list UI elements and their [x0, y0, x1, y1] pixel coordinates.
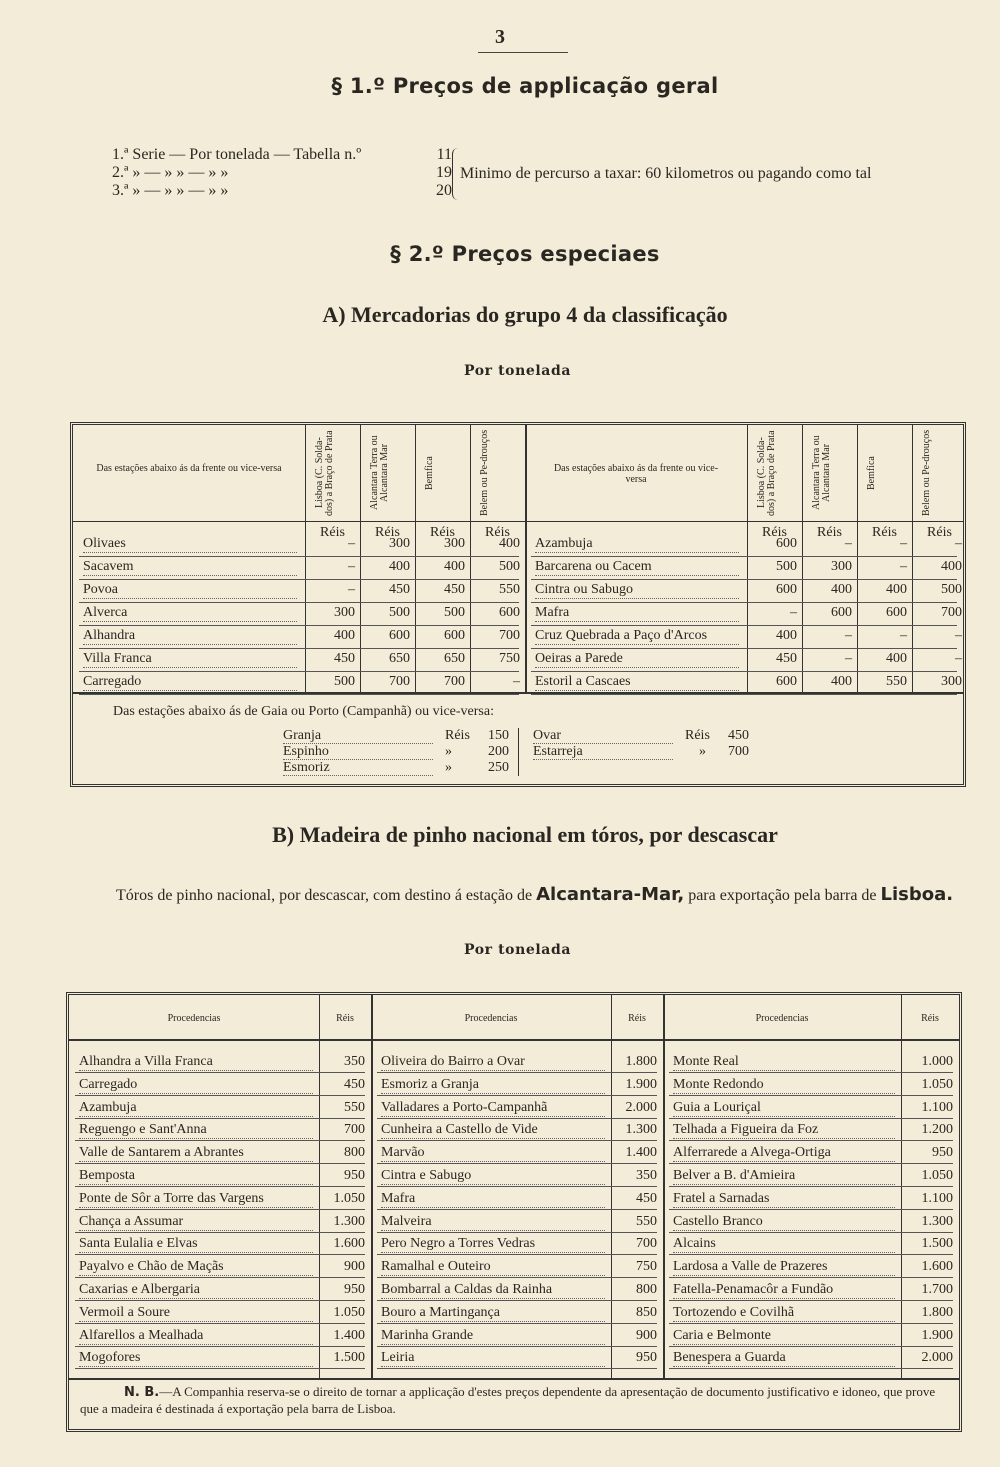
tableA-header-stations-left: Das estações abaixo ás da frente ou vice-versa [96, 463, 282, 474]
tableA-col-bemfica: Bemfica [424, 456, 435, 490]
tableA-row-rule [531, 556, 957, 557]
tableA-unit-label: Réis [872, 525, 897, 540]
tableB-row-rule [377, 1277, 657, 1278]
tableA-price-cell: 550 [499, 582, 520, 597]
tableB-price-cell: 1.300 [921, 1213, 953, 1229]
tableB-row-rule [669, 1323, 953, 1324]
tableA-row-rule [79, 648, 519, 649]
tableA-price-cell: 750 [499, 651, 520, 666]
tableB-price-cell: 350 [636, 1168, 657, 1183]
tableB-header-rule [69, 1039, 959, 1041]
tableB-price-cell: 350 [344, 1054, 365, 1069]
tableA-price-cell: – [845, 651, 852, 666]
tableB-price-cell: 750 [636, 1259, 657, 1275]
series-row: 3.ª » — » » — » » 20 [112, 182, 452, 199]
tableA-row-rule [79, 579, 519, 580]
tableA-price-cell: 300 [941, 674, 962, 689]
tableB-price-cell: 1.050 [921, 1168, 953, 1183]
tableA-col-divider [525, 425, 527, 692]
tableA-row-rule [79, 625, 519, 626]
tableB-row-rule [377, 1300, 657, 1301]
tableB-origin-name: Valle de Santarem a Abrantes [79, 1144, 313, 1162]
tableB-origin-name: Mafra [381, 1190, 605, 1208]
tableB-header-reis: Réis [628, 1013, 646, 1024]
tableA-price-cell: 400 [444, 559, 465, 574]
tableB-row-rule [377, 1209, 657, 1210]
tableA-station-name: Estoril a Cascaes [535, 674, 739, 691]
tableA-col-belem: Belem ou Pe-drouços [479, 429, 490, 517]
tableB-origin-name: Ponte de Sôr a Torre das Vargens [79, 1190, 313, 1208]
tableB-origin-name: Benespera a Guarda [673, 1349, 895, 1367]
series-list [112, 146, 452, 200]
tableB-origin-name: Alhandra a Villa Franca [79, 1053, 313, 1071]
tableB-row-rule [377, 1095, 657, 1096]
tableB-origin-name: Pero Negro a Torres Vedras [381, 1235, 605, 1253]
gaia-prefix: Réis [685, 728, 710, 743]
gaia-divider [518, 728, 519, 776]
tableA-price-cell: – [845, 536, 852, 551]
tableB-row-rule [669, 1072, 953, 1073]
tableA-unit-label: Réis [320, 525, 345, 540]
tableB-price-cell: 450 [344, 1076, 365, 1092]
tableB-price-cell: 1.400 [333, 1327, 365, 1343]
tableB-origin-name: Alferrarede a Alvega-Ortiga [673, 1144, 895, 1162]
tableA-price-cell: – [348, 559, 355, 574]
tableB-row-rule [669, 1300, 953, 1301]
tableB-price-cell: 550 [636, 1213, 657, 1229]
tableA-price-cell: 300 [444, 536, 465, 551]
tableA-price-cell: 400 [831, 582, 852, 597]
tableB-row-rule [75, 1095, 365, 1096]
tableA-unit-label: Réis [927, 525, 952, 540]
tableA-price-cell: 300 [334, 605, 355, 620]
tableA-row-rule [531, 694, 957, 695]
tableA-price-cell: 500 [389, 605, 410, 620]
tableA-row-rule [531, 602, 957, 603]
tableA-price-cell: – [513, 674, 520, 689]
tableB-row-rule [75, 1300, 365, 1301]
tableB-origin-name: Cintra e Sabugo [381, 1167, 605, 1185]
tableB-price-cell: 1.050 [333, 1304, 365, 1320]
tableB-row-rule [75, 1186, 365, 1187]
tableA-header-stations-right: Das estações abaixo ás da frente ou vice-versa [553, 463, 719, 485]
tableA-price-cell: 400 [886, 582, 907, 597]
tableB-origin-name: Belver a B. d'Amieira [673, 1167, 895, 1185]
destination-station: Alcantara-Mar, [536, 884, 685, 905]
tableA-price-cell: 450 [334, 651, 355, 666]
sectionB-paragraph: Tóros de pinho nacional, por descascar, com destino á estação de Alcantara-Mar, para exportação pela barra de Lisboa. [116, 884, 954, 905]
tableB-row-rule [75, 1072, 365, 1073]
gaia-price: 200 [488, 744, 509, 759]
tableB-origin-name: Tortozendo e Covilhã [673, 1304, 895, 1322]
gaia-prefix: » [445, 760, 452, 775]
tableA-price-cell: 700 [941, 605, 962, 620]
tableA-station-name: Cintra ou Sabugo [535, 582, 739, 599]
tableA-unit-label: Réis [375, 525, 400, 540]
tableB-row-rule [669, 1368, 953, 1369]
tableA-row-rule [79, 694, 519, 695]
tableB-origin-name: Esmoriz a Granja [381, 1076, 605, 1094]
tableB-origin-name: Santa Eulalia e Elvas [79, 1235, 313, 1253]
tableA-price-cell: 600 [831, 605, 852, 620]
tableB-price-cell: 2.000 [625, 1099, 657, 1115]
sectionA-title: A) Mercadorias do grupo 4 da classificação [322, 302, 728, 327]
tableB-row-rule [669, 1209, 953, 1210]
tableA-price-cell: 600 [776, 536, 797, 551]
tableB-row-rule [377, 1186, 657, 1187]
tableA-price-cell: 400 [886, 651, 907, 666]
tableA-price-cell: 600 [444, 628, 465, 643]
gaia-price: 250 [488, 760, 509, 775]
tableA-station-name: Carregado [83, 674, 297, 691]
tableB-header-procedencias: Procedencias [167, 1013, 221, 1024]
nb-note [80, 1384, 950, 1417]
tableA-price-cell: 650 [444, 651, 465, 666]
gaia-station-name: Granja [283, 728, 433, 744]
tableB-origin-name: Monte Real [673, 1053, 895, 1071]
tableA-col-bemfica: Bemfica [866, 456, 877, 490]
tableA-price-cell: 500 [941, 582, 962, 597]
tableA-price-cell: 300 [389, 536, 410, 551]
tableB-price-cell: 850 [636, 1304, 657, 1320]
gaia-price: 450 [728, 728, 749, 743]
tableB-price-cell: 1.050 [333, 1190, 365, 1206]
tableB-origin-name: Mogofores [79, 1349, 313, 1367]
tableB-row-rule [669, 1254, 953, 1255]
export-port: Lisboa. [880, 884, 954, 905]
tableA-row-rule [531, 671, 957, 672]
tableA-gaia-title: Das estações abaixo ás de Gaia ou Porto (Campanhã) ou vice-versa: [113, 704, 494, 719]
tableB-origin-name: Payalvo e Chão de Maçãs [79, 1258, 313, 1276]
section2-title: § 2.º Preços especiaes [390, 242, 660, 266]
nb-text: —A Companhia reserva-se o direito de tornar a applicação d'estes preços dependente da apresentação de documento justificativo e idoneo, que prove que a madeira é destinada á exportação pela barra de Lisboa. [80, 1384, 936, 1416]
tableB-row-rule [377, 1323, 657, 1324]
tableB-origin-name: Caxarias e Albergaria [79, 1281, 313, 1299]
tableA-row-rule [79, 602, 519, 603]
tableB-row-rule [75, 1118, 365, 1119]
tableA-col-lisboa: Lisboa (C. Solda-dos) a Braço de Prata [756, 430, 777, 516]
series-brace [452, 148, 459, 200]
tableB-origin-name: Ramalhal e Outeiro [381, 1258, 605, 1276]
tableB-price-cell: 550 [344, 1099, 365, 1115]
tableA-price-cell: 400 [389, 559, 410, 574]
tableA-price-cell: 650 [389, 651, 410, 666]
tableB-price-cell: 800 [344, 1145, 365, 1161]
gaia-price: 150 [488, 728, 509, 743]
tableB-price-cell: 950 [344, 1168, 365, 1183]
sectionA-unit: Por tonelada [463, 363, 572, 379]
tableB-price-cell: 1.800 [921, 1304, 953, 1320]
tableB-price-cell: 700 [344, 1122, 365, 1138]
tableA-station-name: Olivaes [83, 536, 297, 553]
tableA-station-name: Cruz Quebrada a Paço d'Arcos [535, 628, 739, 645]
tableA-station-name: Barcarena ou Cacem [535, 559, 739, 576]
tableA-price-cell: 550 [886, 674, 907, 689]
tableB-origin-name: Caria e Belmonte [673, 1327, 895, 1345]
gaia-station-name: Esmoriz [283, 760, 433, 776]
tableB-origin-name: Telhada a Figueira da Foz [673, 1121, 895, 1139]
tableA-price-cell: 450 [389, 582, 410, 597]
tableB-row-rule [669, 1232, 953, 1233]
tableB-row-rule [75, 1346, 365, 1347]
gaia-prefix: Réis [445, 728, 470, 743]
tableA-col-lisboa: Lisboa (C. Solda-dos) a Braço de Prata [314, 430, 335, 516]
tableA-price-cell: 700 [499, 628, 520, 643]
tableB-origin-name: Chança a Assumar [79, 1213, 313, 1231]
tableB-origin-name: Valladares a Porto-Campanhã [381, 1099, 605, 1117]
tableA-row-rule [79, 671, 519, 672]
tableA-price-cell: – [348, 582, 355, 597]
tableB-row-rule [377, 1368, 657, 1369]
tableB-price-cell: 1.900 [921, 1327, 953, 1343]
tableB-origin-name: Oliveira do Bairro a Ovar [381, 1053, 605, 1071]
tableB-price-cell: 900 [636, 1327, 657, 1343]
tableA-price-cell: 700 [444, 674, 465, 689]
tableB-row-rule [669, 1095, 953, 1096]
tableB-header-reis: Réis [921, 1013, 939, 1024]
tableA-price-cell: – [955, 536, 962, 551]
tableA-price-cell: 300 [831, 559, 852, 574]
tableB-origin-name: Vermoil a Soure [79, 1304, 313, 1322]
tableB-origin-name: Malveira [381, 1213, 605, 1231]
tableA-price-cell: 400 [831, 674, 852, 689]
sectionB-unit: Por tonelada [463, 942, 572, 958]
tableA-price-cell: 400 [334, 628, 355, 643]
tableA-row-rule [79, 556, 519, 557]
tableB-price-cell: 1.500 [921, 1236, 953, 1252]
tableA-unit-label: Réis [485, 525, 510, 540]
tableB-origin-name: Azambuja [79, 1099, 313, 1117]
tableB-origin-name: Reguengo e Sant'Anna [79, 1121, 313, 1139]
tableA-station-name: Villa Franca [83, 651, 297, 668]
tableB-origin-name: Monte Redondo [673, 1076, 895, 1094]
tableA-price-cell: 500 [444, 605, 465, 620]
tableA [70, 422, 966, 787]
tableB-origin-name: Marinha Grande [381, 1327, 605, 1345]
tableB-row-rule [75, 1277, 365, 1278]
gaia-station-name: Espinho [283, 744, 433, 760]
tableA-price-cell: 600 [886, 605, 907, 620]
tableB-row-rule [669, 1163, 953, 1164]
tableA-price-cell: – [900, 536, 907, 551]
tableA-price-cell: – [790, 605, 797, 620]
tableB-origin-name: Marvão [381, 1144, 605, 1162]
tableA-unit-label: Réis [817, 525, 842, 540]
tableB-price-cell: 1.000 [921, 1054, 953, 1069]
tableB-price-cell: 800 [636, 1282, 657, 1297]
page-number: 3 [495, 26, 505, 48]
tableA-price-cell: 700 [389, 674, 410, 689]
tableA-price-cell: – [900, 628, 907, 643]
tableB [66, 992, 962, 1432]
tableB-row-rule [377, 1232, 657, 1233]
tableA-unit-label: Réis [762, 525, 787, 540]
tableB-price-cell: 700 [636, 1236, 657, 1252]
tableB-origin-name: Bombarral a Caldas da Rainha [381, 1281, 605, 1299]
tableA-price-cell: – [348, 536, 355, 551]
tableB-row-rule [75, 1368, 365, 1369]
tableB-price-cell: 1.300 [625, 1122, 657, 1138]
tableB-group-divider [371, 995, 373, 1378]
tableB-price-cell: 1.100 [921, 1099, 953, 1115]
tableB-price-cell: 950 [636, 1350, 657, 1366]
tableA-station-name: Azambuja [535, 536, 739, 553]
gaia-station-name: Ovar [533, 728, 673, 744]
tableA-price-cell: 600 [499, 605, 520, 620]
tableB-row-rule [377, 1346, 657, 1347]
tableB-origin-name: Lardosa a Valle de Prazeres [673, 1258, 895, 1276]
tableA-price-cell: 600 [776, 674, 797, 689]
tableA-station-name: Alverca [83, 605, 297, 622]
tableB-price-cell: 1.200 [921, 1122, 953, 1138]
tableB-price-cell: 1.100 [921, 1190, 953, 1206]
gaia-prefix: » [699, 744, 706, 759]
tableA-station-name: Alhandra [83, 628, 297, 645]
tableB-price-cell: 1.700 [921, 1282, 953, 1297]
tableB-origin-name: Alfarellos a Mealhada [79, 1327, 313, 1345]
tableB-origin-name: Guia a Louriçal [673, 1099, 895, 1117]
tableB-origin-name: Bouro a Martingança [381, 1304, 605, 1322]
tableA-station-name: Mafra [535, 605, 739, 622]
tableA-price-cell: – [900, 559, 907, 574]
tableB-price-cell: 1.400 [625, 1145, 657, 1161]
tableA-price-cell: 600 [389, 628, 410, 643]
tableB-row-rule [669, 1118, 953, 1119]
tableB-row-rule [75, 1163, 365, 1164]
tableB-row-rule [377, 1163, 657, 1164]
tableA-row-rule [531, 625, 957, 626]
tableB-row-rule [669, 1277, 953, 1278]
page-number-rule [478, 52, 568, 53]
tableB-price-cell: 450 [636, 1190, 657, 1206]
tableB-price-cell: 900 [344, 1259, 365, 1275]
tableB-price-cell: 1.600 [333, 1236, 365, 1252]
tableA-price-cell: 400 [499, 536, 520, 551]
section1-title: § 1.º Preços de applicação geral [331, 74, 719, 98]
tableB-origin-name: Leiria [381, 1349, 605, 1367]
tableB-row-rule [669, 1186, 953, 1187]
tableA-price-cell: – [955, 628, 962, 643]
tableB-row-rule [377, 1254, 657, 1255]
tableB-origin-name: Castello Branco [673, 1213, 895, 1231]
tableB-price-cell: 950 [932, 1145, 953, 1161]
nb-label: N. B. [124, 1385, 160, 1400]
tableA-unit-label: Réis [430, 525, 455, 540]
tableA-price-cell: 450 [776, 651, 797, 666]
tableB-price-cell: 1.900 [625, 1076, 657, 1092]
tableA-price-cell: 400 [776, 628, 797, 643]
tableB-row-rule [75, 1209, 365, 1210]
tableB-row-rule [669, 1140, 953, 1141]
tableA-row-rule [531, 579, 957, 580]
sectionB-title: B) Madeira de pinho nacional em tóros, por descascar [272, 822, 778, 847]
minimum-distance-note: Minimo de percurso a taxar: 60 kilometros ou pagando como tal [460, 165, 872, 182]
tableB-origin-name: Alcains [673, 1235, 895, 1253]
tableB-row-rule [75, 1140, 365, 1141]
tableB-price-cell: 1.500 [333, 1350, 365, 1366]
tableA-station-name: Povoa [83, 582, 297, 599]
tableA-price-cell: 600 [776, 582, 797, 597]
tableB-row-rule [75, 1323, 365, 1324]
tableB-row-rule [75, 1254, 365, 1255]
tableB-header-procedencias: Procedencias [755, 1013, 809, 1024]
tableB-row-rule [669, 1346, 953, 1347]
tableA-header-rule [73, 521, 963, 522]
tableA-price-cell: – [955, 651, 962, 666]
tableB-price-cell: 1.800 [625, 1054, 657, 1069]
tableB-row-rule [377, 1072, 657, 1073]
tableB-price-cell: 2.000 [921, 1350, 953, 1366]
tableB-origin-name: Cunheira a Castello de Vide [381, 1121, 605, 1139]
tableB-row-rule [377, 1118, 657, 1119]
tableB-price-cell: 1.600 [921, 1259, 953, 1275]
tableB-group-divider [663, 995, 665, 1378]
tableA-price-cell: 500 [334, 674, 355, 689]
tableA-price-cell: – [845, 628, 852, 643]
tableB-header-procedencias: Procedencias [464, 1013, 518, 1024]
tableB-origin-name: Bemposta [79, 1167, 313, 1185]
tableB-origin-name: Carregado [79, 1076, 313, 1094]
tableA-col-alcantara: Alcantara Terra ou Alcantara Mar [811, 435, 832, 511]
tableB-row-rule [377, 1140, 657, 1141]
tableB-body-rule [69, 1378, 959, 1380]
tableA-price-cell: 450 [444, 582, 465, 597]
tableA-price-cell: 500 [776, 559, 797, 574]
tableA-station-name: Oeiras a Parede [535, 651, 739, 668]
tableA-col-belem: Belem ou Pe-drouços [921, 429, 932, 517]
tableA-price-cell: 400 [941, 559, 962, 574]
tableB-row-rule [75, 1232, 365, 1233]
gaia-price: 700 [728, 744, 749, 759]
series-row: 1.ª Serie — Por tonelada — Tabella n.º 11 [112, 146, 452, 163]
tableA-row-rule [531, 648, 957, 649]
series-row: 2.ª » — » » — » » 19 [112, 164, 452, 181]
tableB-header-reis: Réis [336, 1013, 354, 1024]
tableA-price-cell: 500 [499, 559, 520, 574]
tableB-price-cell: 1.050 [921, 1076, 953, 1092]
tableB-origin-name: Fratel a Sarnadas [673, 1190, 895, 1208]
tableB-origin-name: Fatella-Penamacôr a Fundão [673, 1281, 895, 1299]
tableA-col-alcantara: Alcantara Terra ou Alcantara Mar [369, 435, 390, 511]
tableA-station-name: Sacavem [83, 559, 297, 576]
tableB-price-cell: 950 [344, 1282, 365, 1297]
gaia-station-name: Estarreja [533, 744, 673, 760]
tableB-price-cell: 1.300 [333, 1213, 365, 1229]
gaia-prefix: » [445, 744, 452, 759]
